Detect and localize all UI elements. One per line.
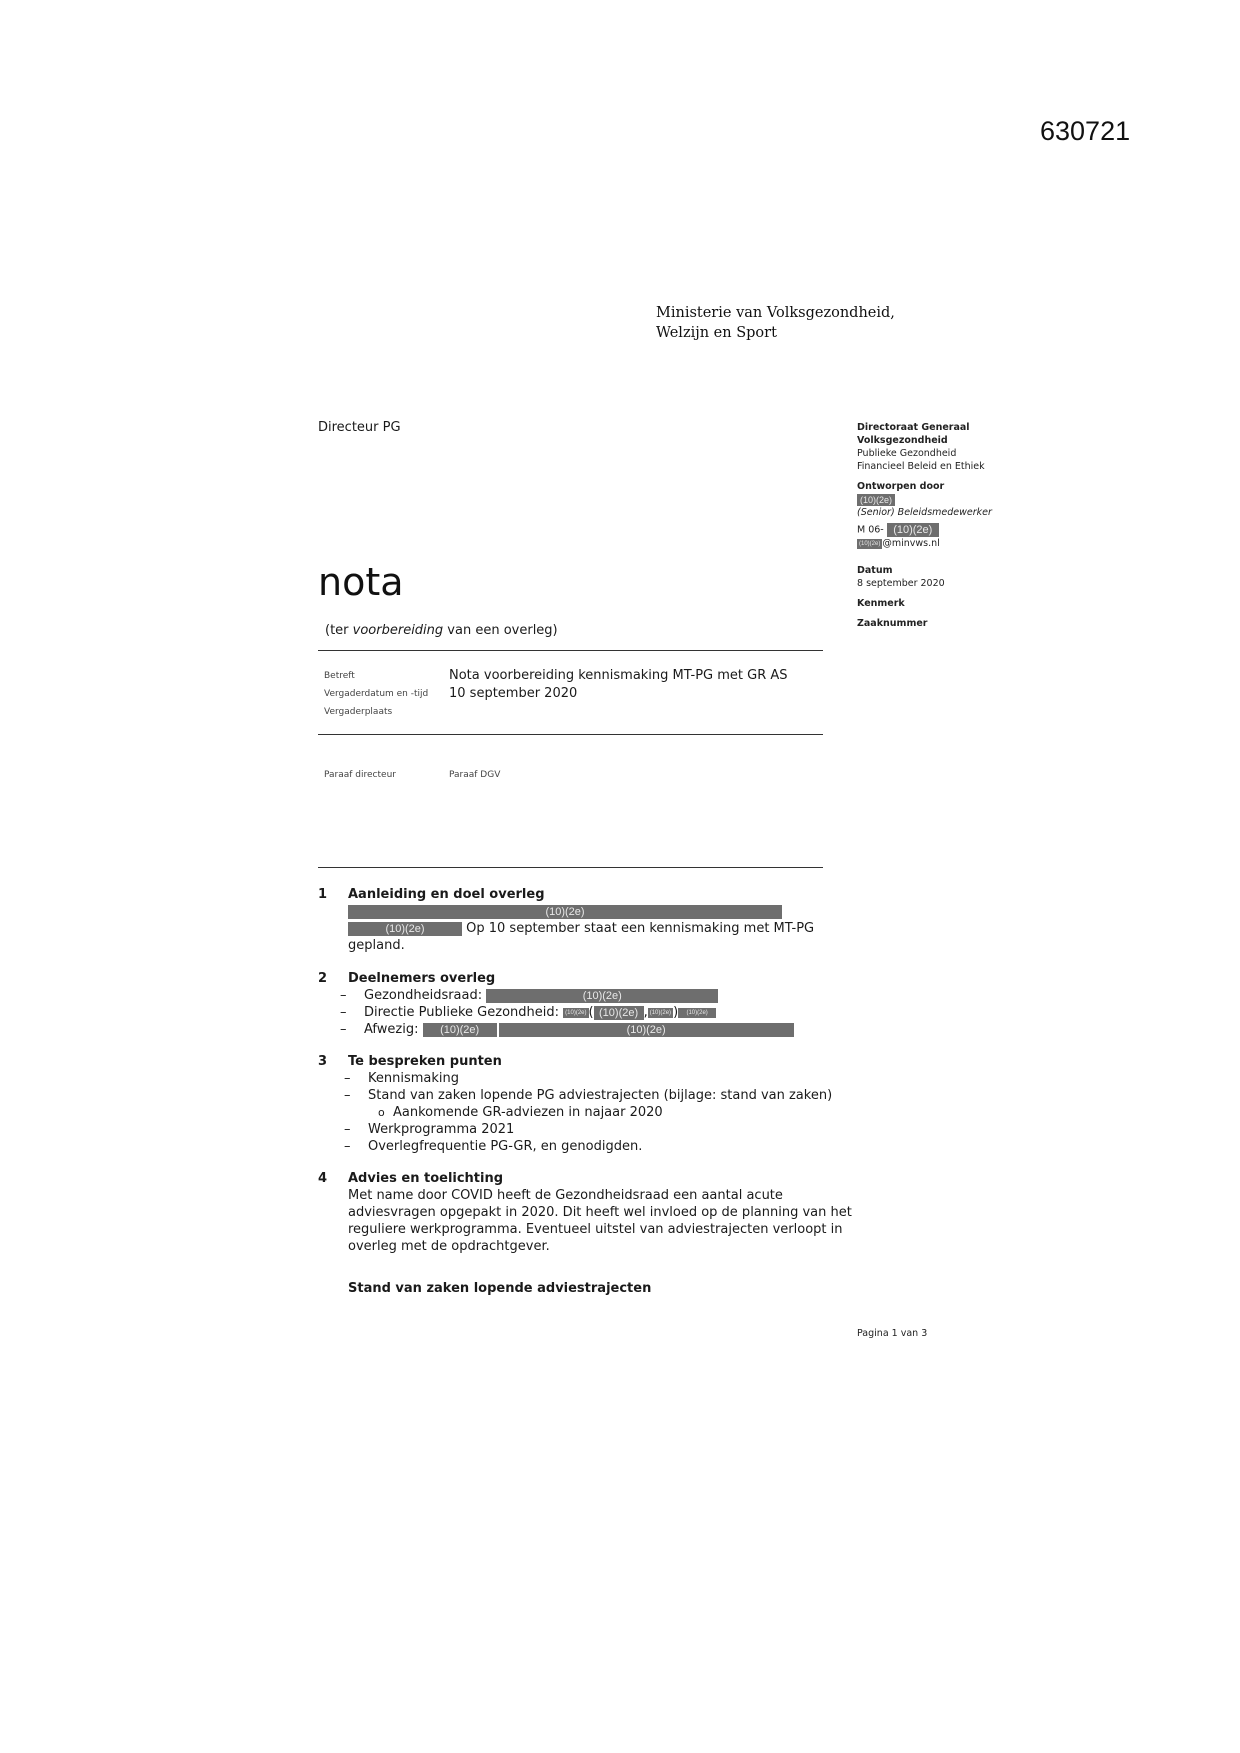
section-3-title: Te bespreken punten (348, 1054, 502, 1069)
reference-label: Kenmerk (857, 598, 905, 609)
subject-value: Nota voorbereiding kennismaking MT-PG met GR AS (449, 668, 788, 683)
ministry-line-2: Welzijn en Sport (656, 325, 777, 341)
ministry-line-1: Ministerie van Volksgezondheid, (656, 305, 895, 321)
phone-prefix: M 06- (857, 524, 884, 536)
participant-gr: – Gezondheidsraad: (10)(2e) (318, 987, 838, 1004)
section-1-title: Aanleiding en doel overleg (348, 887, 545, 902)
datetime-label: Vergaderdatum en -tijd (324, 689, 429, 699)
ministry-logo-text (656, 303, 895, 343)
case-number-label: Zaaknummer (857, 618, 928, 629)
email-suffix: @minvws.nl (882, 538, 940, 549)
document-number: 630721 (1040, 116, 1131, 146)
participant-gr-label: Gezondheidsraad: (364, 988, 483, 1003)
redaction-designer: (10)(2e) (857, 494, 895, 506)
designer-role: (Senior) Beleidsmedewerker (857, 507, 992, 518)
section-3-heading (318, 1053, 838, 1070)
section-4-heading (318, 1170, 838, 1187)
section-1-text: Op 10 september staat een kennismaking met MT-PG (466, 921, 815, 936)
paren-close: ) (673, 1005, 679, 1020)
point-1: – Kennismaking (344, 1071, 459, 1086)
initial-director-label: Paraaf directeur (324, 770, 396, 780)
redaction-pg-4: (10)(2e) (678, 1008, 716, 1018)
section-1 (318, 886, 838, 954)
redaction-s1-line1: (10)(2e) (348, 905, 782, 919)
participant-pg-label: Directie Publieke Gezondheid: (364, 1005, 560, 1020)
initial-dgv-label: Paraaf DGV (449, 770, 501, 780)
subtitle-after: van een overleg) (443, 623, 558, 638)
participant-pg: – Directie Publieke Gezondheid: (10)(2e) ( (10)(2e) , (10)(2e) ) (10)(2e) (318, 1004, 838, 1021)
section-4-line-4: overleg met de opdrachtgever. (348, 1239, 550, 1254)
redaction-absent-1: (10)(2e) (423, 1023, 497, 1037)
section-2 (318, 970, 838, 1038)
designed-by-label: Ontworpen door (857, 481, 945, 492)
section-4-title: Advies en toelichting (348, 1171, 504, 1186)
participant-absent: – Afwezig: (10)(2e) (10)(2e) (318, 1021, 838, 1038)
section-4-line-1: Met name door COVID heeft de Gezondheidsraad een aantal acute (348, 1188, 783, 1203)
subtitle-before: (ter (325, 623, 353, 638)
org-line-1: Directoraat Generaal (857, 422, 970, 433)
redaction-pg-2: (10)(2e) (594, 1006, 644, 1020)
paren-open: ( (588, 1005, 594, 1020)
date-value: 8 september 2020 (857, 578, 945, 589)
recipient: Directeur PG (318, 420, 401, 435)
redaction-pg-3: (10)(2e) (649, 1009, 672, 1016)
meeting-date-value: 10 september 2020 (449, 686, 578, 701)
divider-1 (318, 650, 823, 651)
redaction-gr: (10)(2e) (486, 989, 718, 1003)
page-number: Pagina 1 van 3 (857, 1328, 928, 1339)
location-label: Vergaderplaats (324, 707, 393, 717)
section-1-heading (318, 886, 838, 903)
meta-values (449, 667, 788, 703)
section-3-number: 3 (318, 1054, 328, 1069)
section-4-line-3: reguliere werkprogramma. Eventueel uitstel van adviestrajecten verloopt in (348, 1222, 843, 1237)
sidebar-info (857, 421, 1087, 630)
point-2: – Stand van zaken lopende PG adviestrajecten (bijlage: stand van zaken) (344, 1088, 833, 1103)
org-line-3: Publieke Gezondheid (857, 448, 957, 459)
section-4-subheading: Stand van zaken lopende adviestrajecten (348, 1281, 652, 1296)
section-4 (318, 1170, 852, 1297)
divider-3 (318, 867, 823, 868)
redaction-s1-line2: (10)(2e) (348, 922, 462, 936)
participant-absent-label: Afwezig: (364, 1022, 419, 1037)
comma: , (643, 1005, 648, 1020)
redaction-phone: (10)(2e) (887, 523, 939, 537)
point-4: – Overlegfrequentie PG-GR, en genodigden. (344, 1139, 643, 1154)
redaction-email: (10)(2e) (859, 540, 881, 547)
redaction-pg-1: (10)(2e) (565, 1009, 587, 1016)
subtitle-italic: voorbereiding (352, 623, 444, 638)
section-1-number: 1 (318, 887, 328, 902)
document-subtitle (325, 623, 558, 638)
point-2-sub: o Aankomende GR-adviezen in najaar 2020 (378, 1105, 663, 1120)
section-4-number: 4 (318, 1171, 328, 1186)
divider-2 (318, 734, 823, 735)
section-3 (318, 1053, 838, 1155)
section-2-title: Deelnemers overleg (348, 971, 496, 986)
section-2-heading (318, 970, 838, 987)
section-4-line-2: adviesvragen opgepakt in 2020. Dit heeft wel invloed op de planning van het (348, 1205, 852, 1220)
section-2-number: 2 (318, 971, 328, 986)
document-title: nota (318, 560, 404, 604)
org-line-2: Volksgezondheid (857, 435, 948, 446)
section-1-text-2: gepland. (348, 938, 405, 953)
redaction-absent-2: (10)(2e) (499, 1023, 794, 1037)
meta-labels (324, 667, 428, 721)
date-label: Datum (857, 565, 893, 576)
point-3: – Werkprogramma 2021 (344, 1122, 515, 1137)
subject-label: Betreft (324, 671, 355, 681)
org-line-4: Financieel Beleid en Ethiek (857, 461, 985, 472)
